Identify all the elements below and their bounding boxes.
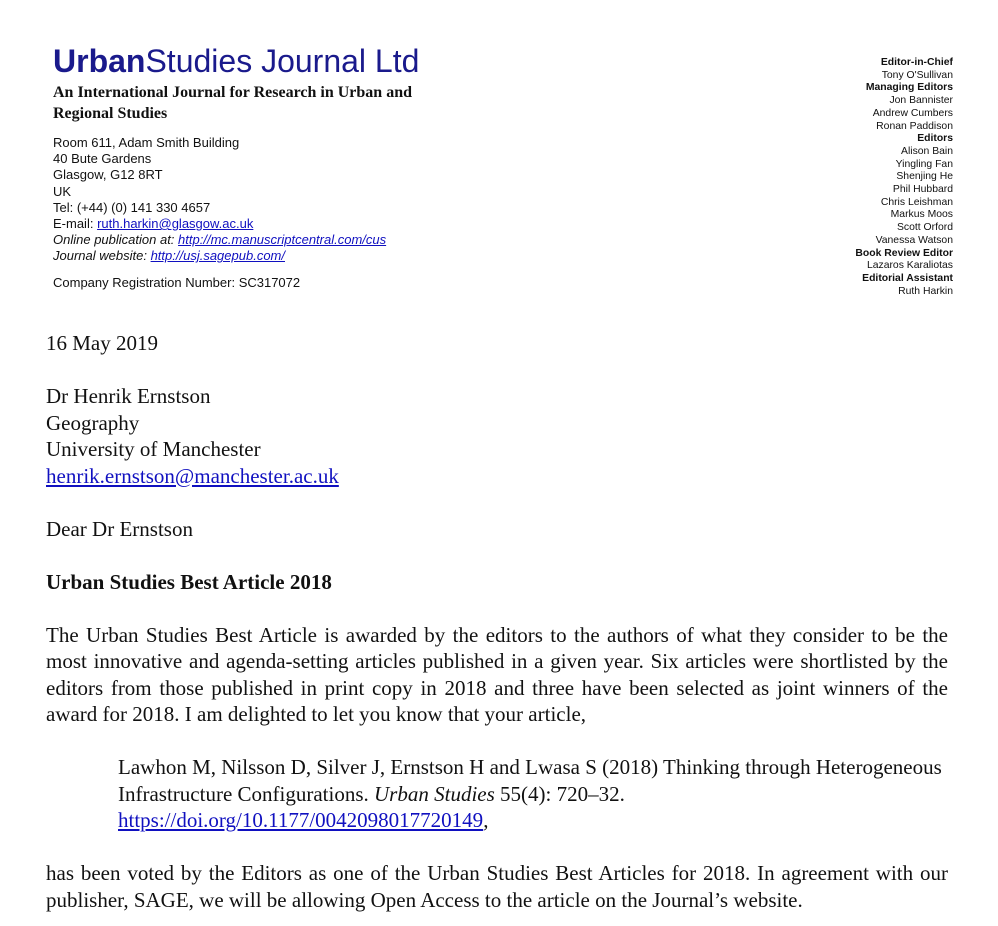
doi-link[interactable]: https://doi.org/10.1177/0042098017720149 [118, 808, 484, 832]
editor-name: Ruth Harkin [898, 285, 953, 297]
editor-role: Editors [917, 133, 953, 145]
editor-role: Editorial Assistant [862, 272, 953, 284]
recipient-institution: University of Manchester [46, 437, 261, 461]
letter-body [46, 330, 948, 913]
editor-name: Markus Moos [890, 209, 953, 221]
email-link[interactable]: ruth.harkin@glasgow.ac.uk [97, 216, 254, 232]
citation-trailing: , [483, 808, 489, 832]
editor-name: Shenjing He [896, 171, 953, 183]
paragraph-intro: The Urban Studies Best Article is awarded by the editors to the authors of what they consider to be the most innovative and agenda-setting articles published in a given year. Six articles were shortlisted by the editors from those published in print copy in 2018 and three have been selected as joint winners of the award for 2018. I am delighted to let you know that your article, [46, 622, 948, 726]
editor-name: Chris Leishman [880, 196, 953, 208]
address-line: 40 Bute Gardens [53, 151, 152, 167]
editor-name: Jon Bannister [889, 95, 953, 107]
editor-name: Ronan Paddison [876, 120, 953, 132]
website-row [53, 248, 473, 264]
citation-volume-pages: 55(4): 720–32. [500, 781, 625, 806]
journal-name [53, 43, 473, 79]
online-row [53, 232, 473, 248]
editor-name: Andrew Cumbers [872, 107, 953, 119]
address-block [53, 135, 473, 291]
paragraph-award: has been voted by the Editors as one of the Urban Studies Best Articles for 2018. In agreement with our publisher, SAGE, we will be allowing Open Access to the article on the Journal’s website. [46, 861, 948, 912]
company-registration: Company Registration Number: SC317072 [53, 274, 301, 290]
editor-name: Yingling Fan [895, 158, 953, 170]
journal-tagline: An International Journal for Research in Urban and Regional Studies [53, 84, 412, 122]
citation-authors-title: Lawhon M, Nilsson D, Silver J, Ernstson H and Lwasa S (2018) Thinking through Heterogeneous Infrastructure Configurations. [118, 755, 942, 806]
editor-name: Vanessa Watson [875, 234, 953, 246]
letter-date: 16 May 2019 [46, 331, 158, 355]
recipient-name: Dr Henrik Ernstson [46, 384, 211, 408]
recipient-email-link[interactable]: henrik.ernstson@manchester.ac.uk [46, 463, 339, 488]
editor-name: Scott Orford [896, 222, 953, 234]
editor-role: Managing Editors [865, 82, 953, 94]
journal-name-bold: Urban [53, 43, 146, 79]
citation-journal: Urban Studies [374, 781, 495, 806]
address-line: UK [53, 183, 72, 199]
online-label: Online publication at: [53, 232, 175, 248]
website-label: Journal website: [53, 248, 147, 264]
editorial-board [855, 57, 953, 298]
editor-name: Alison Bain [901, 145, 953, 157]
journal-website-link[interactable]: http://usj.sagepub.com/ [150, 248, 285, 264]
letter-subject: Urban Studies Best Article 2018 [46, 569, 332, 594]
telephone: Tel: (+44) (0) 141 330 4657 [53, 199, 211, 215]
address-line: Glasgow, G12 8RT [53, 167, 163, 183]
editor-name: Lazaros Karaliotas [866, 260, 953, 272]
salutation: Dear Dr Ernstson [46, 516, 193, 541]
email-row [53, 216, 473, 232]
editor-name: Tony O'Sullivan [881, 69, 953, 81]
letterhead [53, 43, 473, 291]
article-citation [118, 754, 948, 834]
editor-role: Book Review Editor [855, 247, 953, 259]
editor-name: Phil Hubbard [892, 184, 953, 196]
recipient-department: Geography [46, 410, 140, 435]
email-label: E-mail: [53, 216, 94, 232]
online-publication-link[interactable]: http://mc.manuscriptcentral.com/cus [178, 232, 387, 248]
address-line: Room 611, Adam Smith Building [53, 135, 240, 150]
editor-role: Editor-in-Chief [880, 57, 953, 68]
journal-name-rest: Studies Journal Ltd [145, 43, 420, 79]
